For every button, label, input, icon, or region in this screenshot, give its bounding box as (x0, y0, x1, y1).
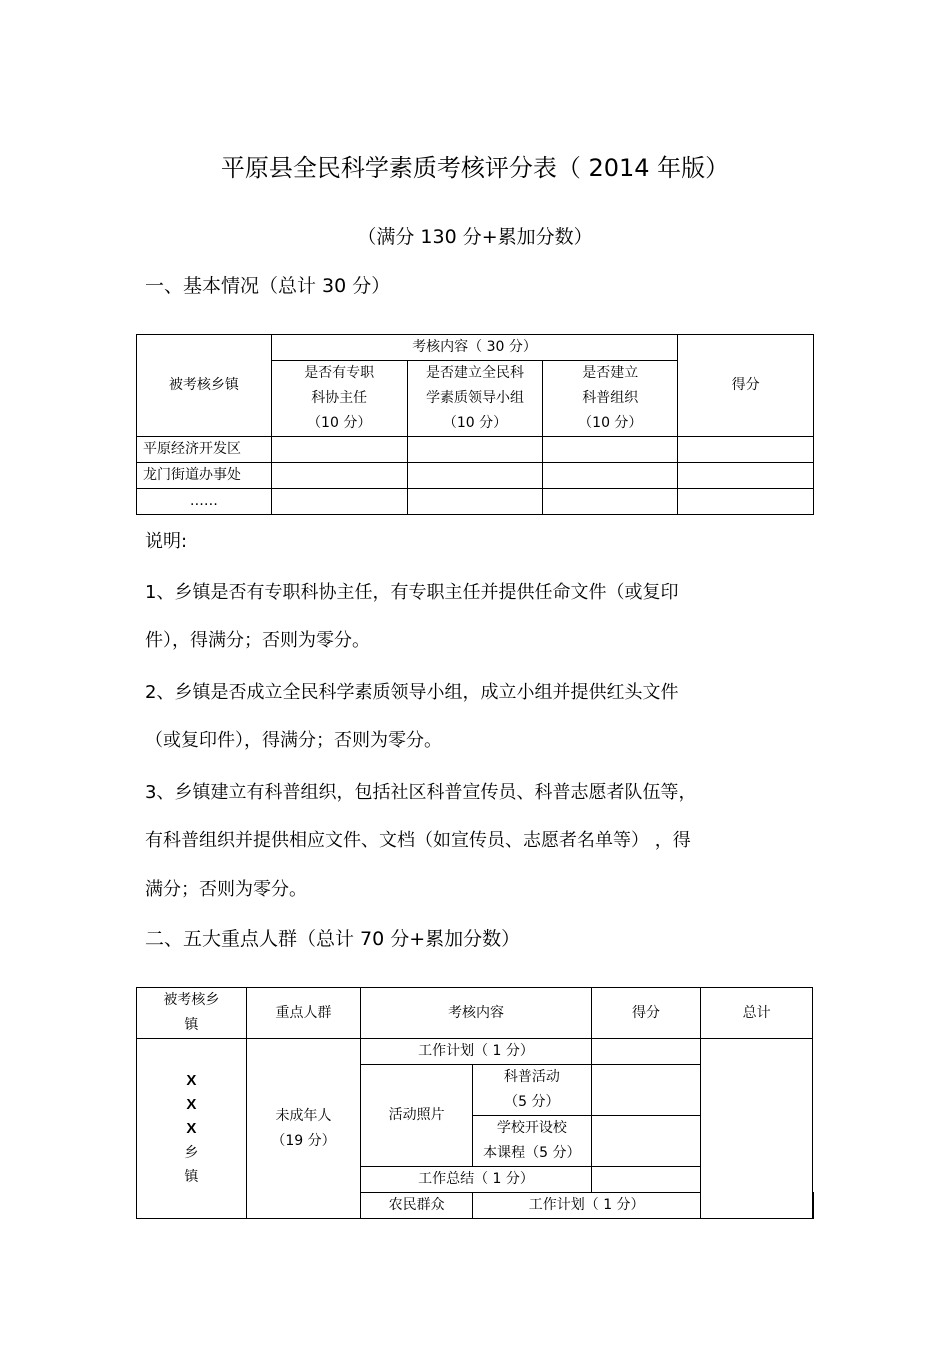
town-cell: X X X 乡 镇 (137, 1039, 247, 1219)
document-subtitle: （满分 130 分+累加分数） (357, 226, 593, 248)
basic-info-table (136, 334, 814, 515)
key-groups-table (136, 987, 814, 1219)
row-town: …… (137, 489, 272, 515)
note2-line2: （或复印件），得满分；否则为零分。 (145, 730, 442, 751)
work-plan: 工作计划（ 1 分） (361, 1039, 591, 1065)
table-row (137, 463, 814, 489)
row-town: 龙门街道办事处 (137, 463, 272, 489)
header-content: 考核内容（ 30 分） (271, 335, 677, 361)
table-row (137, 437, 814, 463)
note2-line1: 2、乡镇是否成立全民科学素质领导小组，成立小组并提供红头文件 (145, 682, 679, 703)
note3-line3: 满分；否则为零分。 (145, 879, 307, 900)
header-content: 考核内容 (361, 988, 591, 1039)
header-total: 总计 (701, 988, 813, 1039)
header-sub3: 是否建立 科普组织 （10 分） (543, 361, 678, 437)
science-activity: 科普活动 （5 分） (473, 1065, 592, 1116)
note1-line2: 件），得满分；否则为零分。 (145, 630, 370, 651)
activity-photos: 活动照片 (361, 1065, 473, 1167)
work-summary: 工作总结（ 1 分） (361, 1167, 591, 1193)
row-town: 平原经济开发区 (137, 437, 272, 463)
header-sub1: 是否有专职 科协主任 （10 分） (271, 361, 407, 437)
total-cell (701, 1039, 813, 1219)
header-town: 被考核乡 镇 (137, 988, 247, 1039)
table-row (137, 489, 814, 515)
note1-line1: 1、乡镇是否有专职科协主任，有专职主任并提供任命文件（或复印 (145, 582, 679, 603)
group-farmers: 农民群众 (361, 1193, 473, 1219)
header-sub2: 是否建立全民科 学素质领导小组 （10 分） (407, 361, 543, 437)
header-town: 被考核乡镇 (137, 335, 272, 437)
school-course: 学校开设校 本课程（5 分） (473, 1116, 592, 1167)
note3-line2: 有科普组织并提供相应文件、文档（如宣传员、志愿者名单等） ，得 (145, 830, 691, 851)
group-minors: 未成年人 （19 分） (246, 1039, 361, 1219)
notes-label: 说明: (145, 531, 188, 552)
header-group: 重点人群 (246, 988, 361, 1039)
work-plan-2: 工作计划（ 1 分） (473, 1193, 701, 1219)
header-score: 得分 (591, 988, 701, 1039)
section2-heading: 二、五大重点人群（总计 70 分+累加分数） (145, 928, 521, 950)
note3-line1: 3、乡镇建立有科普组织，包括社区科普宣传员、科普志愿者队伍等， (145, 782, 697, 803)
document-title: 平原县全民科学素质考核评分表（ 2014 年版） (220, 154, 730, 182)
header-score: 得分 (678, 335, 814, 437)
section1-heading: 一、基本情况（总计 30 分） (145, 275, 391, 297)
